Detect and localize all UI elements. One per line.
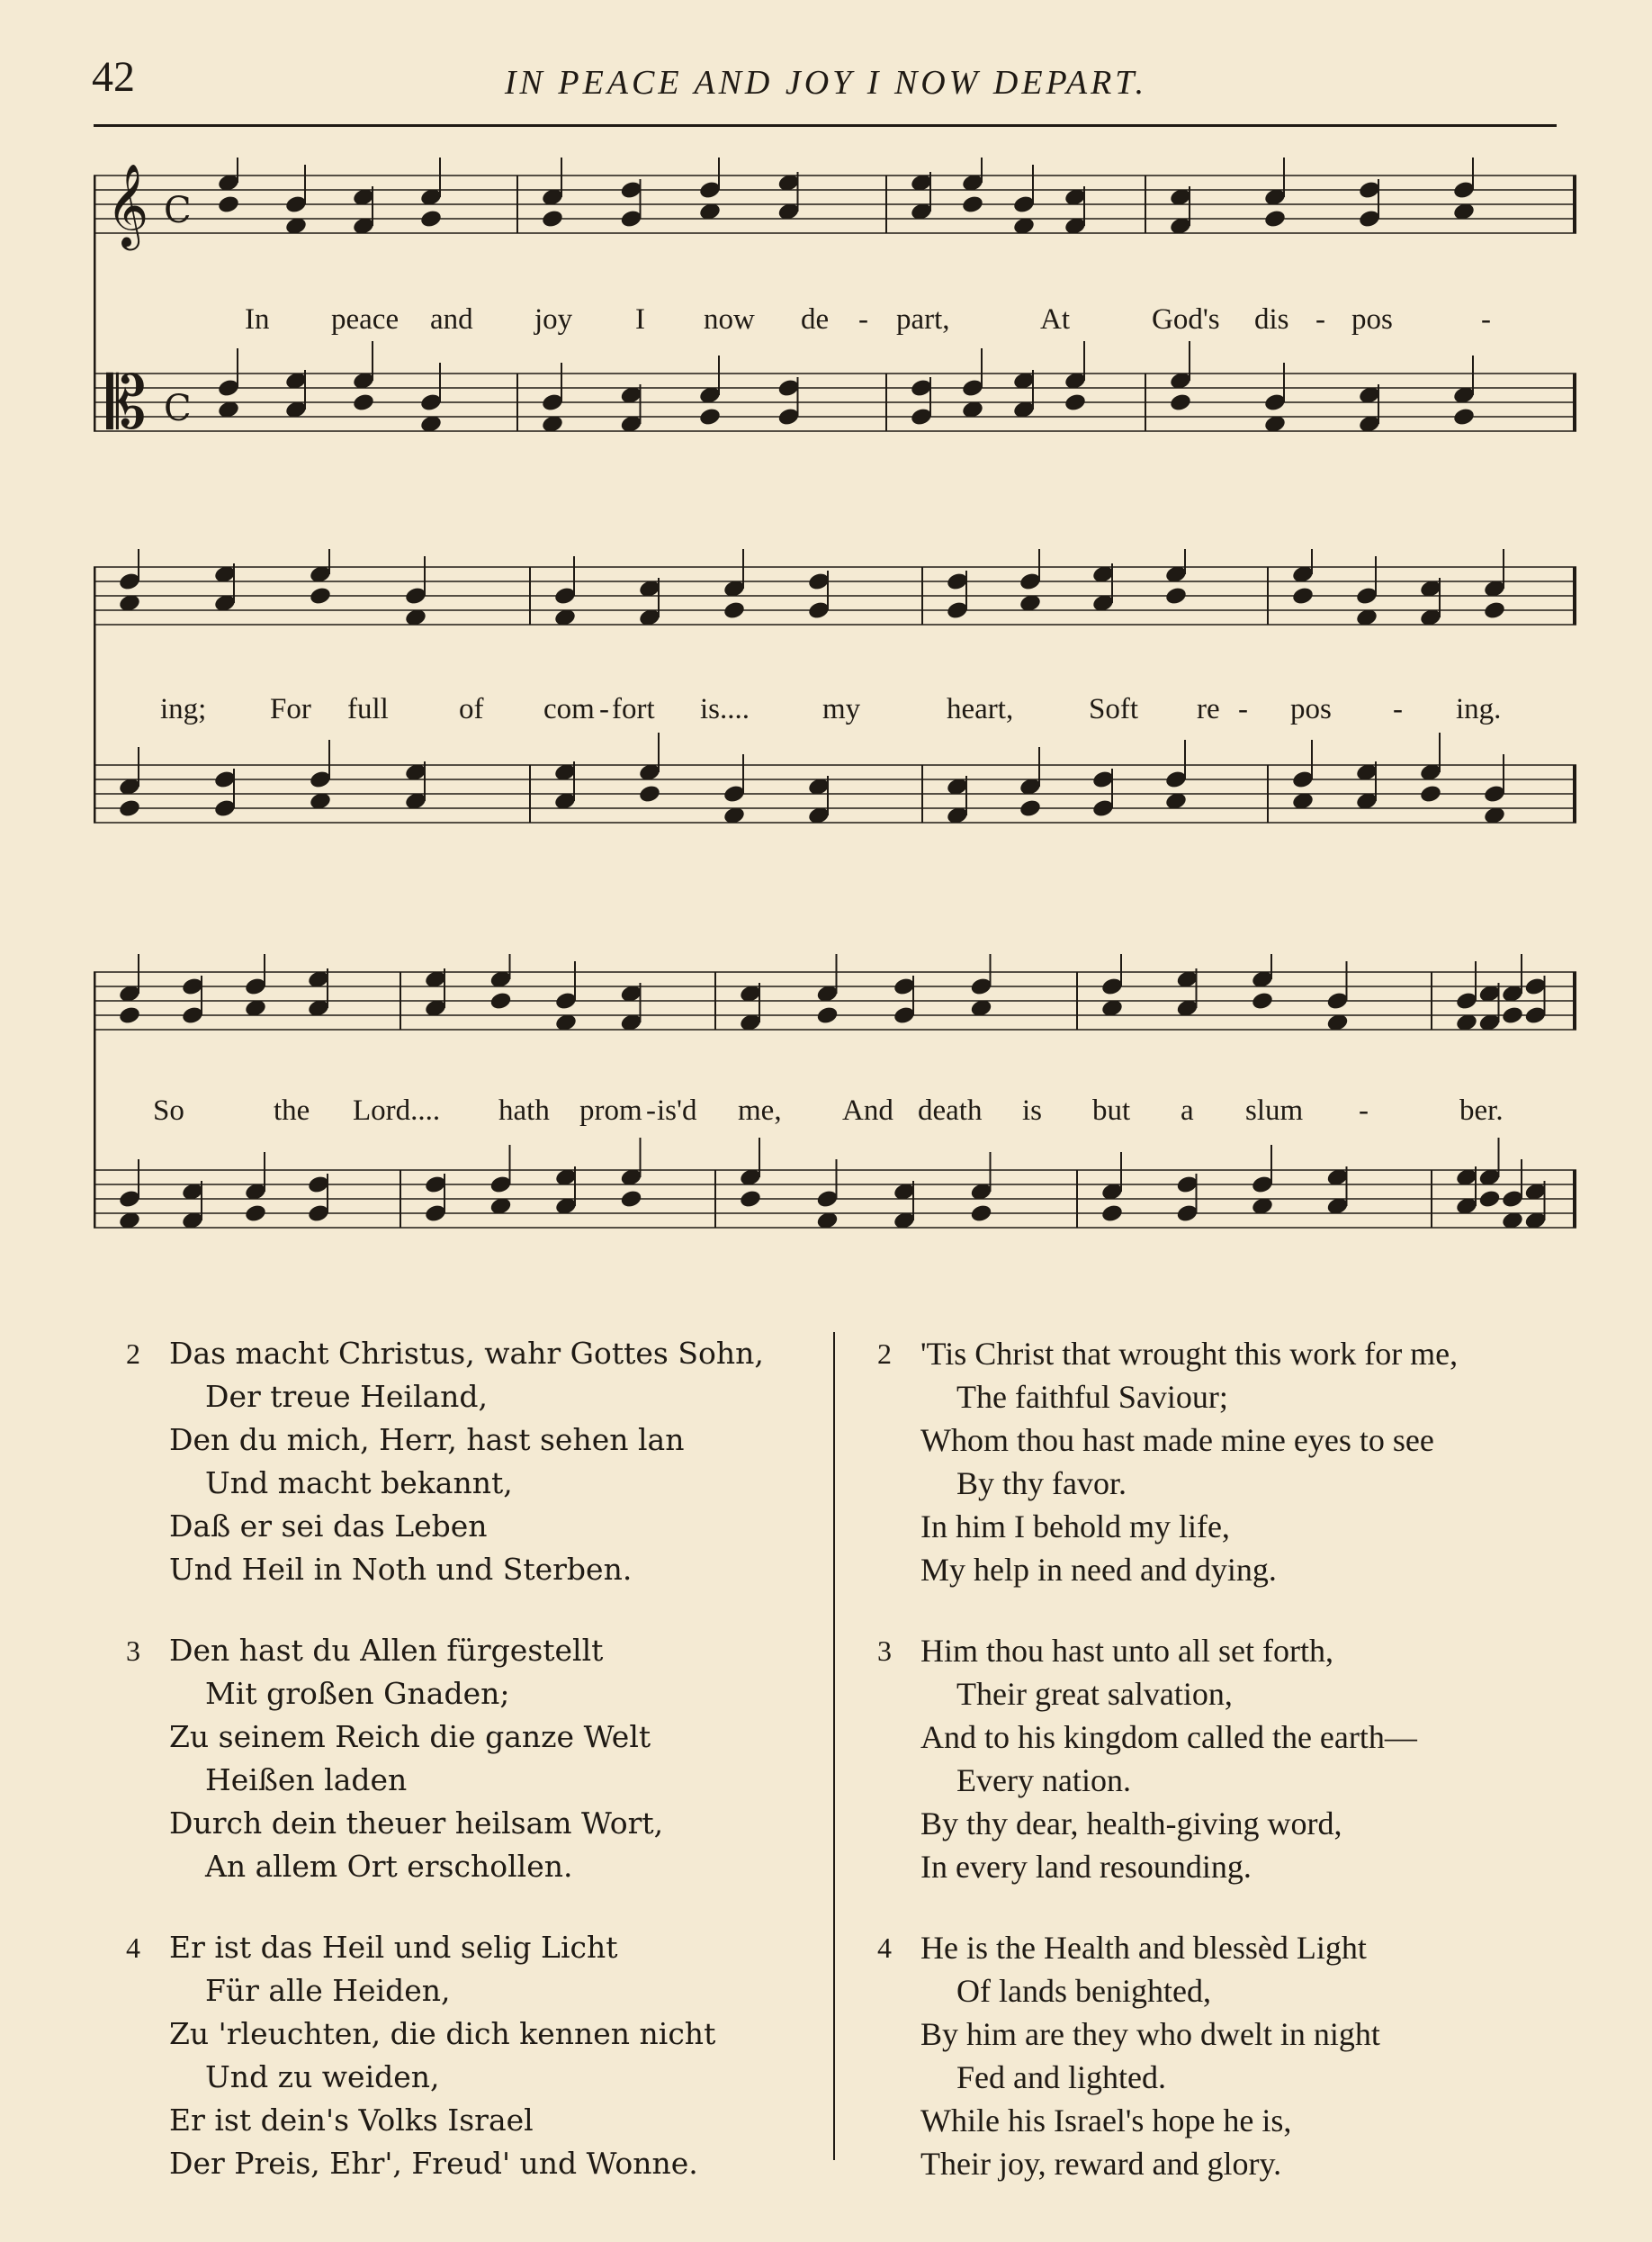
verse-line: Der Preis, Ehr', Freud' und Wonne.	[169, 2146, 698, 2181]
lyric-syllable: For	[270, 693, 311, 725]
verse-number: 2	[877, 1337, 892, 1370]
verse-line: My help in need and dying.	[920, 1552, 1277, 1588]
lyric-syllable: death	[918, 1094, 983, 1127]
note-head	[969, 1203, 992, 1224]
lyric-syllable: fort	[612, 693, 655, 725]
music-system-3	[94, 954, 1576, 1314]
note-head	[352, 392, 375, 413]
lyric-syllable: ing.	[1456, 693, 1502, 725]
verse-number: 3	[126, 1634, 140, 1667]
verse-line: In every land resounding.	[920, 1849, 1252, 1885]
lyric-syllable: slum	[1245, 1094, 1304, 1127]
lyric-syllable: God's	[1152, 303, 1220, 336]
note-head	[419, 209, 443, 230]
note-head	[815, 1005, 839, 1026]
verse-line: Das macht Christus, wahr Gottes Sohn,	[169, 1336, 764, 1371]
music-system-2	[94, 549, 1576, 909]
lyric-syllable: -	[599, 693, 609, 725]
clef-icon: 𝄞	[106, 163, 149, 247]
lyric-syllable: -	[1315, 303, 1325, 336]
verse-line: Mit großen Gnaden;	[205, 1676, 510, 1711]
lyric-syllable: I	[635, 303, 645, 336]
note-head	[489, 991, 512, 1012]
lyric-syllable: but	[1092, 1094, 1131, 1127]
verse-line: An allem Ort erschollen.	[205, 1849, 573, 1884]
verse-line: Für alle Heiden,	[205, 1973, 451, 2008]
lyric-syllable: of	[459, 693, 484, 725]
note-head	[1164, 586, 1188, 607]
lyric-syllable: -	[646, 1094, 656, 1127]
music-system-1	[94, 158, 1576, 518]
verse-line: Den hast du Allen fürgestellt	[169, 1633, 604, 1668]
verse-line: Heißen laden	[205, 1762, 408, 1797]
lyric-syllable: pos	[1290, 693, 1332, 725]
verse-line: Daß er sei das Leben	[169, 1508, 488, 1544]
lyrics-line-3	[94, 1094, 1576, 1139]
lyric-syllable: my	[822, 693, 861, 725]
note-head	[244, 1203, 267, 1224]
lyrics-line-1	[94, 303, 1576, 348]
lyric-syllable: prom	[579, 1094, 642, 1127]
note-head	[1263, 209, 1287, 230]
time-signature-icon: C	[164, 190, 192, 231]
verse-line: Und macht bekannt,	[205, 1465, 513, 1500]
verse-line: Und zu weiden,	[205, 2059, 440, 2094]
verse-line: Den du mich, Herr, hast sehen lan	[169, 1422, 685, 1457]
note-head	[118, 1005, 141, 1026]
verse-line: Er ist das Heil und selig Licht	[169, 1930, 618, 1965]
note-head	[1483, 600, 1506, 621]
note-head	[638, 784, 661, 805]
lyric-syllable: -	[1481, 303, 1491, 336]
verse-line: Every nation.	[956, 1762, 1131, 1798]
lyric-syllable: Lord....	[353, 1094, 441, 1127]
verse-line: Er ist dein's Volks Israel	[169, 2102, 534, 2138]
note-head	[1452, 407, 1476, 428]
german-verse-2	[126, 1332, 819, 1591]
lyric-syllable: re	[1197, 693, 1220, 725]
lyric-syllable: and	[430, 303, 473, 336]
lyric-syllable: com	[543, 693, 595, 725]
lyric-syllable: is....	[700, 693, 750, 725]
note-head	[541, 209, 564, 230]
lyric-syllable: is	[1022, 1094, 1043, 1127]
verse-line: By thy favor.	[956, 1465, 1127, 1501]
english-verse-2	[877, 1332, 1597, 1591]
lyric-syllable: a	[1181, 1094, 1194, 1127]
lyric-syllable: dis	[1254, 303, 1289, 336]
english-verse-3	[877, 1629, 1597, 1888]
note-head	[1419, 784, 1442, 805]
note-head	[619, 1189, 642, 1210]
lyric-syllable: ber.	[1459, 1094, 1504, 1127]
column-divider	[833, 1332, 835, 2160]
note-head	[1501, 1005, 1524, 1026]
lyric-syllable: full	[347, 693, 389, 725]
verse-number: 3	[877, 1634, 892, 1667]
lyric-syllable: -	[1238, 693, 1248, 725]
verse-line: Durch dein theuer heilsam Wort,	[169, 1805, 664, 1841]
time-signature-icon: C	[164, 388, 192, 429]
verse-line: Their great salvation,	[956, 1676, 1233, 1712]
verse-line: By thy dear, health-giving word,	[920, 1805, 1342, 1841]
page-number: 42	[92, 53, 135, 101]
note-head	[309, 586, 332, 607]
verse-line: Zu 'rleuchten, die dich kennen nicht	[169, 2016, 716, 2051]
lyric-syllable: And	[842, 1094, 893, 1127]
lyric-syllable: So	[153, 1094, 184, 1127]
clef-icon: 𝄡	[106, 361, 147, 445]
verse-line: Und Heil in Noth und Sterben.	[169, 1552, 633, 1587]
lyric-syllable: part,	[896, 303, 950, 336]
verse-line: Zu seinem Reich die ganze Welt	[169, 1719, 651, 1754]
english-verse-4	[877, 1926, 1597, 2185]
lyrics-line-2	[94, 693, 1576, 738]
verse-line: By him are they who dwelt in night	[920, 2016, 1380, 2052]
verse-line: In him I behold my life,	[920, 1508, 1230, 1544]
lyric-syllable: hath	[498, 1094, 550, 1127]
verse-line: And to his kingdom called the earth—	[920, 1719, 1417, 1755]
page-title: IN PEACE AND JOY I NOW DEPART.	[504, 64, 1148, 102]
note-head	[1477, 1189, 1501, 1210]
verse-line: Of lands benighted,	[956, 1973, 1211, 2009]
note-head	[961, 194, 984, 215]
lyric-syllable: At	[1040, 303, 1070, 336]
note-head	[1100, 1203, 1124, 1224]
verse-line: Whom thou hast made mine eyes to see	[920, 1422, 1434, 1458]
note-head	[1169, 392, 1192, 413]
german-verse-4	[126, 1926, 819, 2185]
lyric-syllable: de	[801, 303, 830, 336]
lyric-syllable: heart,	[947, 693, 1014, 725]
lyric-syllable: peace	[331, 303, 400, 336]
note-head	[1251, 991, 1274, 1012]
header-rule	[94, 124, 1557, 127]
lyric-syllable: In	[245, 303, 270, 336]
german-verse-3	[126, 1629, 819, 1888]
lyric-syllable: the	[274, 1094, 310, 1127]
lyric-syllable: ing;	[160, 693, 207, 725]
verse-line: While his Israel's hope he is,	[920, 2102, 1292, 2138]
verse-line: He is the Health and blessèd Light	[920, 1930, 1367, 1966]
note-head	[217, 194, 240, 215]
note-head	[1064, 392, 1087, 413]
verse-number: 2	[126, 1337, 140, 1370]
verses-section	[0, 1332, 1652, 2182]
lyric-syllable: me,	[738, 1094, 782, 1127]
lyric-syllable: -	[1359, 1094, 1369, 1127]
lyric-syllable: Soft	[1089, 693, 1139, 725]
note-head	[1291, 586, 1315, 607]
lyric-syllable: is'd	[657, 1094, 697, 1127]
lyric-syllable: joy	[534, 303, 573, 336]
lyric-syllable: now	[704, 303, 755, 336]
english-verses	[877, 1332, 1597, 2223]
note-head	[1019, 798, 1042, 819]
verse-number: 4	[126, 1931, 140, 1964]
note-head	[723, 600, 746, 621]
note-head	[698, 407, 722, 428]
lyric-syllable: -	[1393, 693, 1403, 725]
verse-line: Fed and lighted.	[956, 2059, 1166, 2095]
lyric-syllable: pos	[1351, 303, 1393, 336]
note-head	[118, 798, 141, 819]
lyric-syllable: -	[858, 303, 868, 336]
german-verses	[126, 1332, 819, 2223]
verse-line: 'Tis Christ that wrought this work for me,	[920, 1336, 1459, 1372]
verse-line: The faithful Saviour;	[956, 1379, 1228, 1415]
verse-line: Him thou hast unto all set forth,	[920, 1633, 1333, 1669]
verse-line: Der treue Heiland,	[205, 1379, 489, 1414]
verse-number: 4	[877, 1931, 892, 1964]
note-head	[739, 1189, 762, 1210]
verse-line: Their joy, reward and glory.	[920, 2146, 1282, 2182]
